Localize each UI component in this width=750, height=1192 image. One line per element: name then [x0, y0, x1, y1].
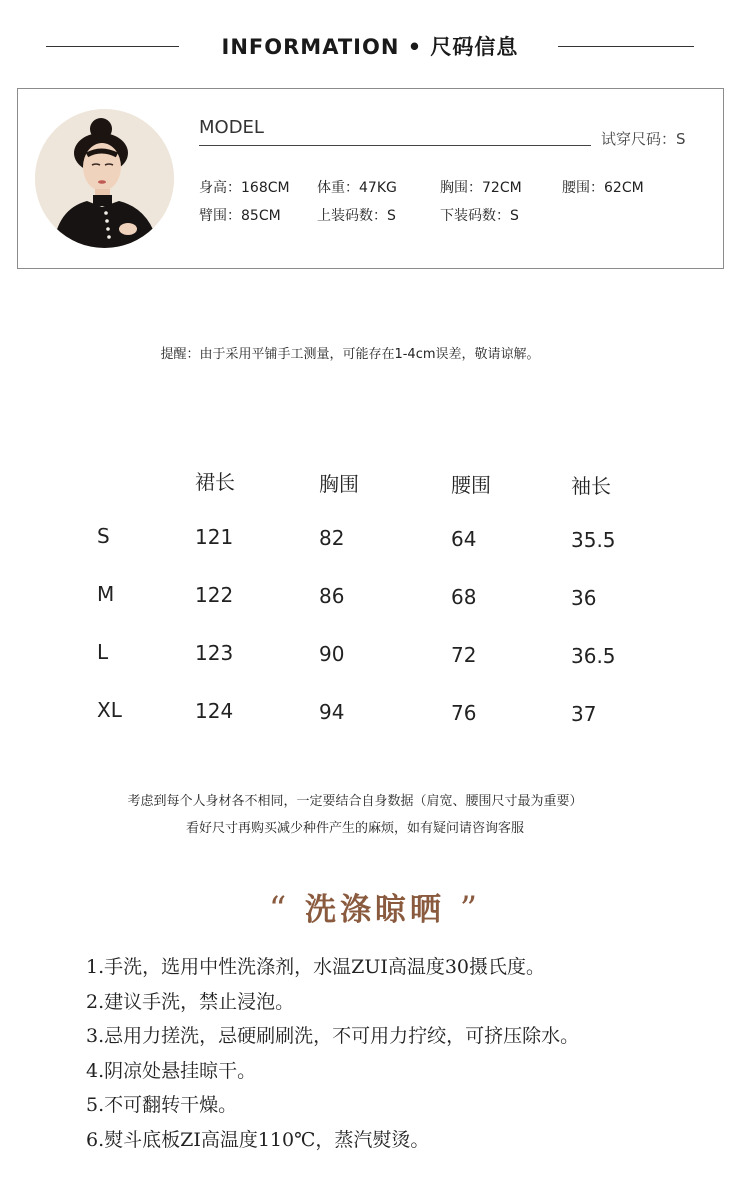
row-size-label: L — [97, 640, 109, 664]
measurement-note: 提醒：由于采用平铺手工测量，可能存在1-4cm误差，敬请谅解。 — [160, 347, 540, 362]
row-size-label: XL — [97, 698, 122, 722]
table-cell: 37 — [571, 702, 597, 726]
model-info-card — [17, 88, 724, 269]
list-item: 2.建议手洗，禁止浸泡。 — [86, 990, 295, 1013]
table-cell: 76 — [451, 701, 477, 725]
table-cell: 90 — [319, 642, 345, 666]
table-cell: 121 — [195, 525, 234, 549]
model-underline — [199, 145, 591, 146]
table-cell: 82 — [319, 526, 345, 550]
arm-measure: 臂围：85CM — [199, 208, 281, 224]
header-rule-left — [46, 46, 179, 47]
model-avatar — [35, 109, 174, 248]
list-item: 6.熨斗底板ZI高温度110℃，蒸汽熨烫。 — [86, 1128, 430, 1151]
model-label: MODEL — [199, 117, 264, 138]
table-cell: 36 — [571, 586, 597, 610]
column-header-bust: 胸围 — [319, 472, 359, 496]
table-cell: 36.5 — [571, 644, 616, 668]
table-cell: 94 — [319, 700, 345, 724]
washing-title-text: 洗涤晾晒 — [305, 892, 445, 928]
row-size-label: S — [97, 524, 110, 548]
table-cell: 124 — [195, 699, 234, 723]
list-item: 1.手洗，选用中性洗涤剂，水温ZUI高温度30摄氏度。 — [86, 956, 546, 978]
weight-measure: 体重：47KG — [317, 180, 397, 196]
try-size: 试穿尺码：S — [601, 130, 686, 148]
section-title: INFORMATION • 尺码信息 — [221, 35, 519, 59]
model-portrait-image — [35, 109, 174, 248]
care-instructions — [86, 952, 579, 1160]
table-cell: 72 — [451, 643, 477, 667]
table-cell: 123 — [195, 641, 234, 665]
waist-measure: 腰围：62CM — [562, 180, 644, 196]
row-size-label: M — [97, 582, 115, 606]
list-item: 3.忌用力搓洗，忌硬刷刷洗，不可用力拧绞，可挤压除水。 — [86, 1025, 580, 1048]
table-cell: 68 — [451, 585, 477, 609]
height-measure: 身高：168CM — [199, 180, 290, 196]
table-cell: 35.5 — [571, 528, 616, 552]
table-cell: 64 — [451, 527, 477, 551]
washing-title — [0, 884, 750, 929]
column-header-dress-length: 裙长 — [195, 470, 235, 494]
bottom-size: 下装码数：S — [440, 208, 519, 224]
bust-measure: 胸围：72CM — [440, 180, 522, 196]
column-header-waist: 腰围 — [451, 473, 491, 497]
list-item: 4.阴凉处悬挂晾干。 — [86, 1059, 257, 1082]
list-item: 5.不可翻转干燥。 — [86, 1094, 238, 1117]
table-cell: 122 — [195, 583, 234, 607]
open-quote: “ — [268, 889, 291, 929]
table-cell: 86 — [319, 584, 345, 608]
header-rule-right — [558, 46, 694, 47]
close-quote: ” — [459, 889, 482, 929]
column-header-sleeve: 袖长 — [571, 474, 611, 498]
size-advice-line-2: 看好尺寸再购买减少种件产生的麻烦，如有疑问请咨询客服 — [185, 821, 524, 836]
size-advice-line-1: 考虑到每个人身材各不相同，一定要结合自身数据（肩宽、腰围尺寸最为重要） — [127, 794, 583, 809]
top-size: 上装码数：S — [317, 208, 396, 224]
